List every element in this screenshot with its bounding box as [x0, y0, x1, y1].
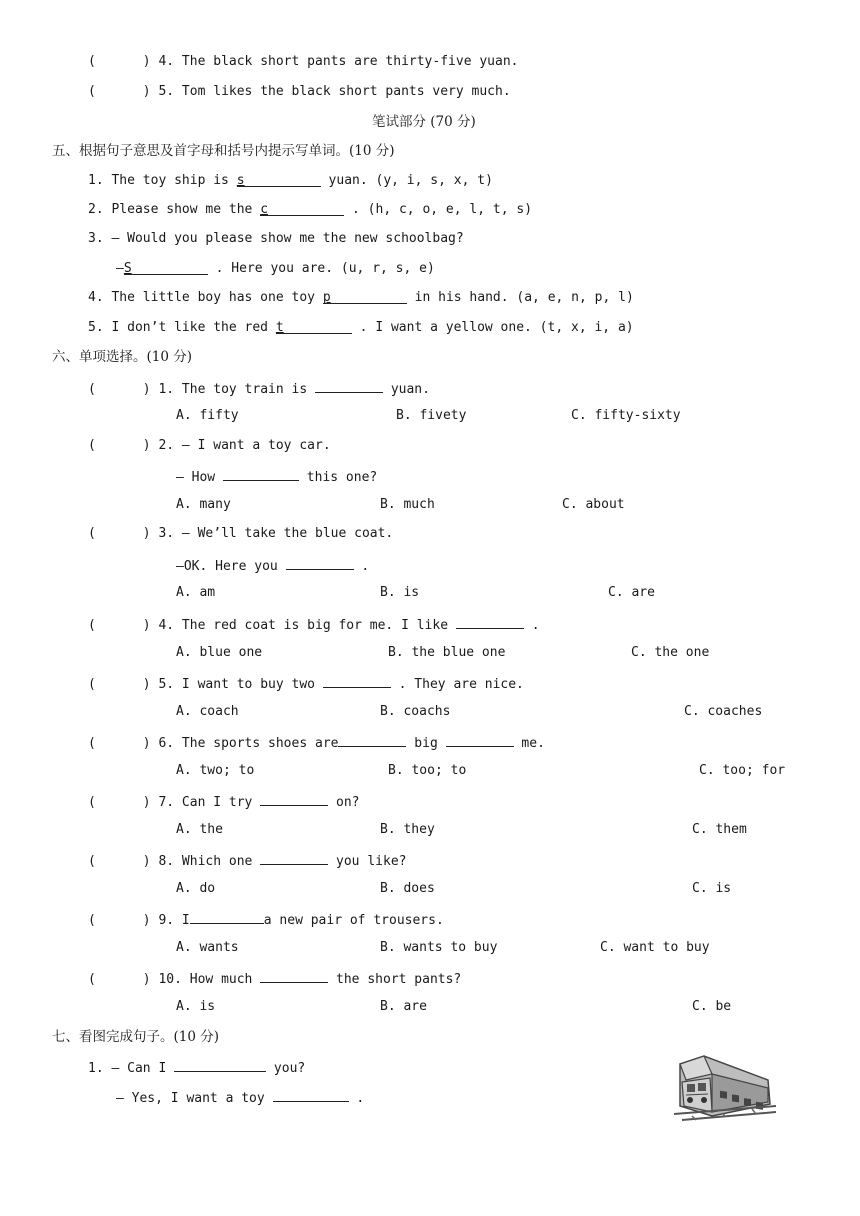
s6-question-8: ( ) 8. Which one you like?	[88, 850, 406, 871]
answer-blank[interactable]: S	[124, 260, 208, 275]
option-a[interactable]: A. fifty	[176, 408, 239, 423]
answer-blank[interactable]	[323, 673, 391, 688]
option-a[interactable]: A. do	[176, 881, 216, 896]
option-c[interactable]: C. are	[608, 585, 655, 600]
answer-blank[interactable]: c	[260, 201, 344, 216]
option-b[interactable]: B. is	[380, 585, 420, 600]
answer-blank[interactable]	[260, 791, 328, 806]
option-c[interactable]: C. too; for	[699, 763, 786, 778]
answer-paren[interactable]: ( )	[88, 618, 151, 633]
s6-question-9: ( ) 9. I a new pair of trousers.	[88, 909, 444, 930]
answer-paren[interactable]: ( )	[88, 526, 151, 541]
answer-blank[interactable]	[456, 614, 524, 629]
answer-paren[interactable]: ( )	[88, 854, 151, 869]
option-c[interactable]: C. them	[692, 822, 747, 837]
s6-question-3-line2: —OK. Here you .	[176, 555, 369, 576]
s5-question-5: 5. I don’t like the red t . I want a yellow one. (t, x, i, a)	[88, 320, 634, 335]
section7-heading: 七、看图完成句子。(10 分)	[52, 1029, 220, 1045]
toy-train-icon	[672, 1050, 776, 1122]
s6-question-7: ( ) 7. Can I try on?	[88, 791, 360, 812]
s5-question-3-line2: —S . Here you are. (u, r, s, e)	[116, 261, 435, 276]
s6-question-2-line2: — How this one?	[176, 466, 377, 487]
listen-item-5	[88, 83, 511, 101]
option-c[interactable]: C. about	[562, 497, 625, 512]
s6-question-10: ( ) 10. How much the short pants?	[88, 968, 461, 989]
s5-question-4: 4. The little boy has one toy p in his hand. (a, e, n, p, l)	[88, 290, 634, 305]
option-a[interactable]: A. two; to	[176, 763, 255, 778]
option-c[interactable]: C. want to buy	[600, 940, 710, 955]
option-a[interactable]: A. coach	[176, 704, 239, 719]
answer-paren[interactable]: ( )	[88, 795, 151, 810]
answer-blank[interactable]	[260, 850, 328, 865]
section6-heading: 六、单项选择。(10 分)	[52, 349, 193, 365]
s7-question-1-line1: 1. — Can I you?	[88, 1057, 305, 1078]
option-b[interactable]: B. does	[380, 881, 435, 896]
option-c[interactable]: C. fifty-sixty	[571, 408, 681, 423]
answer-blank[interactable]	[286, 555, 354, 570]
option-a[interactable]: A. blue one	[176, 645, 263, 660]
answer-blank[interactable]: t	[276, 319, 352, 334]
answer-paren[interactable]: ( )	[88, 677, 151, 692]
s7-question-1-line2: — Yes, I want a toy .	[116, 1087, 364, 1108]
answer-blank[interactable]	[273, 1087, 349, 1102]
answer-blank[interactable]	[315, 378, 383, 393]
s5-question-1: 1. The toy ship is s yuan. (y, i, s, x, t)	[88, 173, 493, 188]
option-b[interactable]: B. they	[380, 822, 435, 837]
answer-blank[interactable]: p	[323, 289, 407, 304]
s6-question-1: ( ) 1. The toy train is yuan.	[88, 378, 430, 399]
question-text: 4. The black short pants are thirty-five yuan.	[158, 54, 519, 69]
option-c[interactable]: C. the one	[631, 645, 710, 660]
s5-question-3-line1: 3. — Would you please show me the new schoolbag?	[88, 231, 464, 246]
option-a[interactable]: A. am	[176, 585, 216, 600]
answer-blank[interactable]	[174, 1057, 266, 1072]
section5-heading: 五、根据句子意思及首字母和括号内提示写单词。(10 分)	[52, 143, 395, 159]
answer-blank[interactable]	[223, 466, 299, 481]
s6-question-2: ( ) 2. — I want a toy car.	[88, 438, 331, 453]
option-c[interactable]: C. coaches	[684, 704, 763, 719]
answer-blank[interactable]	[338, 732, 406, 747]
option-b[interactable]: B. fivety	[396, 408, 467, 423]
option-b[interactable]: B. coachs	[380, 704, 451, 719]
answer-blank[interactable]	[190, 909, 264, 924]
answer-paren[interactable]: ( )	[88, 913, 151, 928]
option-b[interactable]: B. the blue one	[388, 645, 506, 660]
answer-blank[interactable]	[446, 732, 514, 747]
answer-paren[interactable]: ( )	[88, 54, 151, 69]
option-a[interactable]: A. many	[176, 497, 231, 512]
answer-paren[interactable]: ( )	[88, 84, 151, 99]
answer-paren[interactable]: ( )	[88, 438, 151, 453]
option-b[interactable]: B. too; to	[388, 763, 467, 778]
s6-question-3: ( ) 3. — We’ll take the blue coat.	[88, 526, 394, 541]
option-b[interactable]: B. much	[380, 497, 435, 512]
option-a[interactable]: A. wants	[176, 940, 239, 955]
option-a[interactable]: A. is	[176, 999, 216, 1014]
question-text: 5. Tom likes the black short pants very much.	[158, 84, 511, 99]
answer-paren[interactable]: ( )	[88, 382, 151, 397]
answer-paren[interactable]: ( )	[88, 736, 151, 751]
written-part-title: 笔试部分 (70 分)	[372, 114, 476, 130]
option-b[interactable]: B. are	[380, 999, 427, 1014]
option-b[interactable]: B. wants to buy	[380, 940, 498, 955]
option-c[interactable]: C. be	[692, 999, 732, 1014]
answer-blank[interactable]	[260, 968, 328, 983]
answer-paren[interactable]: ( )	[88, 972, 151, 987]
answer-blank[interactable]: s	[237, 172, 321, 187]
listen-item-4	[88, 53, 518, 71]
s5-question-2: 2. Please show me the c . (h, c, o, e, l, t, s)	[88, 202, 533, 217]
option-c[interactable]: C. is	[692, 881, 732, 896]
s6-question-6: ( ) 6. The sports shoes are big me.	[88, 732, 545, 753]
option-a[interactable]: A. the	[176, 822, 223, 837]
s6-question-5: ( ) 5. I want to buy two . They are nice.	[88, 673, 524, 694]
s6-question-4: ( ) 4. The red coat is big for me. I like .	[88, 614, 540, 635]
